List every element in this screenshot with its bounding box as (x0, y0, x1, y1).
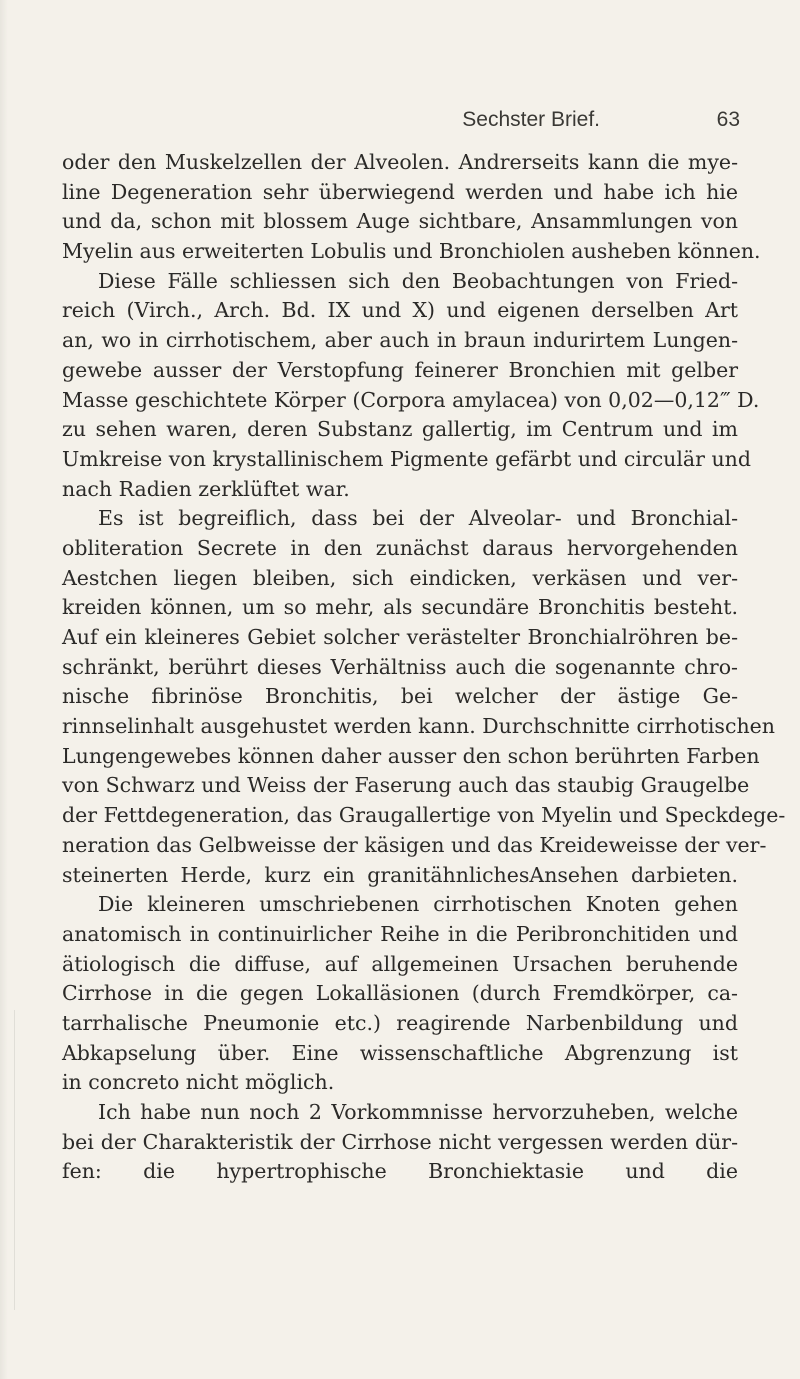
text-line: ätiologisch die diffuse, auf allgemeinen Ursachen beruhende (62, 951, 738, 976)
text-line: Masse geschichtete Körper (Corpora amylacea) von 0,02—0,12‴ D. (62, 387, 760, 412)
text-line: gewebe ausser der Verstopfung feinerer Bronchien mit gelber (62, 357, 738, 382)
text-line: Diese Fälle schliessen sich den Beobachtungen von Fried- (98, 268, 738, 293)
text-line: Abkapselung über. Eine wissenschaftliche Abgrenzung ist (62, 1040, 738, 1065)
text-line: in concreto nicht möglich. (62, 1070, 335, 1095)
text-line: bei der Charakteristik der Cirrhose nicht vergessen werden dür- (62, 1129, 738, 1154)
text-line: nach Radien zerklüftet war. (62, 476, 350, 501)
text-line: oder den Muskelzellen der Alveolen. Andrerseits kann die mye- (62, 150, 738, 174)
text-line: kreiden können, um so mehr, als secundäre Bronchitis besteht. (62, 595, 738, 620)
text-line: Cirrhose in die gegen Lokalläsionen (durch Fremdkörper, ca- (62, 981, 738, 1006)
text-line: anatomisch in continuirlicher Reihe in die Peribronchitiden und (62, 921, 738, 946)
text-line: der Fettdegeneration, das Graugallertige von Myelin und Speckdege- (62, 803, 786, 828)
text-line: tarrhalische Pneumonie etc.) reagirende Narbenbildung und (62, 1010, 738, 1035)
text-line: steinerten Herde, kurz ein granitähnlichesAnsehen darbieten. (62, 862, 738, 887)
text-line: zu sehen waren, deren Substanz gallertig, im Centrum und im (62, 417, 738, 442)
text-line: schränkt, berührt dieses Verhältniss auch die sogenannte chro- (62, 654, 738, 679)
text-line: Myelin aus erweiterten Lobulis und Bronchiolen ausheben können. (62, 239, 761, 264)
page-edge-shadow (0, 0, 8, 1379)
text-line: Ich habe nun noch 2 Vorkommnisse hervorzuheben, welche (98, 1100, 738, 1124)
page-number: 63 (716, 108, 740, 131)
text-line: von Schwarz und Weiss der Faserung auch das staubig Graugelbe (62, 773, 750, 798)
page-header (60, 108, 740, 144)
text-line: Aestchen liegen bleiben, sich eindicken, verkäsen und ver- (62, 565, 738, 590)
text-line: reich (Virch., Arch. Bd. IX und X) und eigenen derselben Art (62, 298, 738, 323)
text-line: neration das Gelbweisse der käsigen und das Kreideweisse der ver- (62, 832, 767, 857)
text-line: Die kleineren umschriebenen cirrhotischen Knoten gehen (98, 892, 738, 917)
text-line: line Degeneration sehr überwiegend werden und habe ich hie (62, 179, 738, 204)
text-line: fen: die hypertrophische Bronchiektasie und die (62, 1159, 738, 1184)
running-title: Sechster Brief. (462, 108, 600, 131)
text-line: an, wo in cirrhotischem, aber auch in braun indurirtem Lungen- (62, 328, 738, 353)
text-line: Auf ein kleineres Gebiet solcher verästelter Bronchialröhren be- (62, 625, 738, 649)
text-line: rinnselinhalt ausgehustet werden kann. Durchschnitte cirrhotischen (62, 714, 775, 739)
text-line: Umkreise von krystallinischem Pigmente gefärbt und circulär und (62, 446, 752, 471)
text-line: Es ist begreiflich, dass bei der Alveolar- und Bronchial- (98, 506, 738, 531)
text-line: nische fibrinöse Bronchitis, bei welcher der ästige Ge- (62, 684, 738, 709)
text-line: Lungengewebes können daher ausser den schon berührten Farben (62, 743, 760, 768)
body-text (62, 148, 786, 1187)
page-edge-line (14, 1010, 15, 1310)
text-line: und da, schon mit blossem Auge sichtbare, Ansammlungen von (62, 209, 738, 234)
text-line: obliteration Secrete in den zunächst daraus hervorgehenden (62, 535, 738, 560)
